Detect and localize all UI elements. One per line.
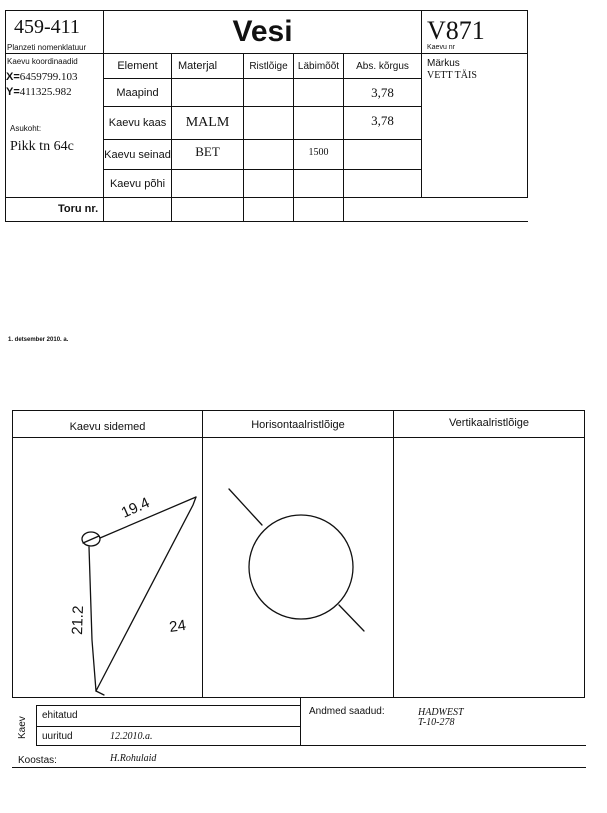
tie-line-left: [89, 547, 96, 691]
side-label: Kaev: [17, 716, 28, 739]
row-element: Kaevu seinad: [104, 148, 171, 161]
data-from-line1: HADWEST: [418, 707, 464, 718]
measure-left: 21.2: [69, 605, 88, 636]
row-abs-height: 3,78: [371, 113, 394, 128]
measure-top: 19.4: [118, 494, 153, 522]
y-value: 411325.982: [19, 86, 72, 98]
x-value: 6459799.103: [19, 71, 78, 83]
sketch-col-title: Horisontaalristlõige: [251, 419, 345, 431]
surveyed-label: uuritud: [42, 731, 73, 742]
well-number-label: Kaevu nr: [427, 44, 456, 51]
built-label: ehitatud: [42, 710, 78, 721]
sheet-label: Planzeti nomenklatuur: [7, 43, 87, 52]
row-material: MALM: [185, 115, 230, 130]
data-from-line2: T-10-278: [418, 717, 455, 728]
row-abs-height: 3,78: [371, 84, 394, 100]
sketch-col-title: Kaevu sidemed: [69, 421, 146, 433]
row-material: BET: [195, 144, 220, 159]
document-title: Vesi: [232, 15, 293, 48]
col-header-diameter: Läbimõõt: [297, 60, 340, 72]
surveyed-value: 12.2010.a.: [110, 731, 153, 742]
tie-line-end: [96, 691, 104, 695]
measure-diagonal: 24: [168, 616, 188, 636]
sheet-number: 459-411: [14, 16, 80, 38]
pipe-label: Toru nr.: [58, 203, 99, 215]
location-label: Asukoht:: [10, 124, 42, 133]
row-element: Kaevu kaas: [108, 117, 167, 129]
pipe-line-in: [229, 489, 262, 525]
data-from-label: Andmed saadud:: [309, 706, 385, 717]
well-number: V871: [427, 16, 485, 45]
pipe-line-out: [339, 605, 364, 631]
hatch-symbol-line: [83, 536, 99, 543]
compiled-label: Koostas:: [18, 755, 57, 766]
row-element: Kaevu põhi: [109, 177, 166, 190]
row-element: Maapind: [116, 86, 159, 99]
x-label: X=: [6, 71, 20, 83]
col-header-cross-section: Ristlõige: [249, 60, 288, 72]
remarks-value: VETT TÄIS: [427, 70, 477, 81]
well-cross-section-circle: [249, 515, 353, 619]
row-diameter: 1500: [308, 146, 329, 158]
remarks-label: Märkus: [427, 58, 460, 69]
date-note: 1. detsember 2010. a.: [8, 337, 69, 343]
coords-label: Kaevu koordinaadid: [7, 57, 78, 66]
sketch-col-title: Vertikaalristlõige: [448, 417, 530, 429]
location-value: Pikk tn 64c: [10, 139, 74, 154]
col-header-material: Materjal: [178, 60, 218, 72]
col-header-element: Element: [117, 60, 158, 72]
y-label: Y=: [6, 86, 20, 98]
tie-line-diagonal: [96, 497, 196, 691]
compiled-value: H.Rohulaid: [110, 753, 157, 764]
col-header-abs-height: Abs. kõrgus: [356, 60, 409, 72]
data-from-value: [418, 708, 464, 728]
